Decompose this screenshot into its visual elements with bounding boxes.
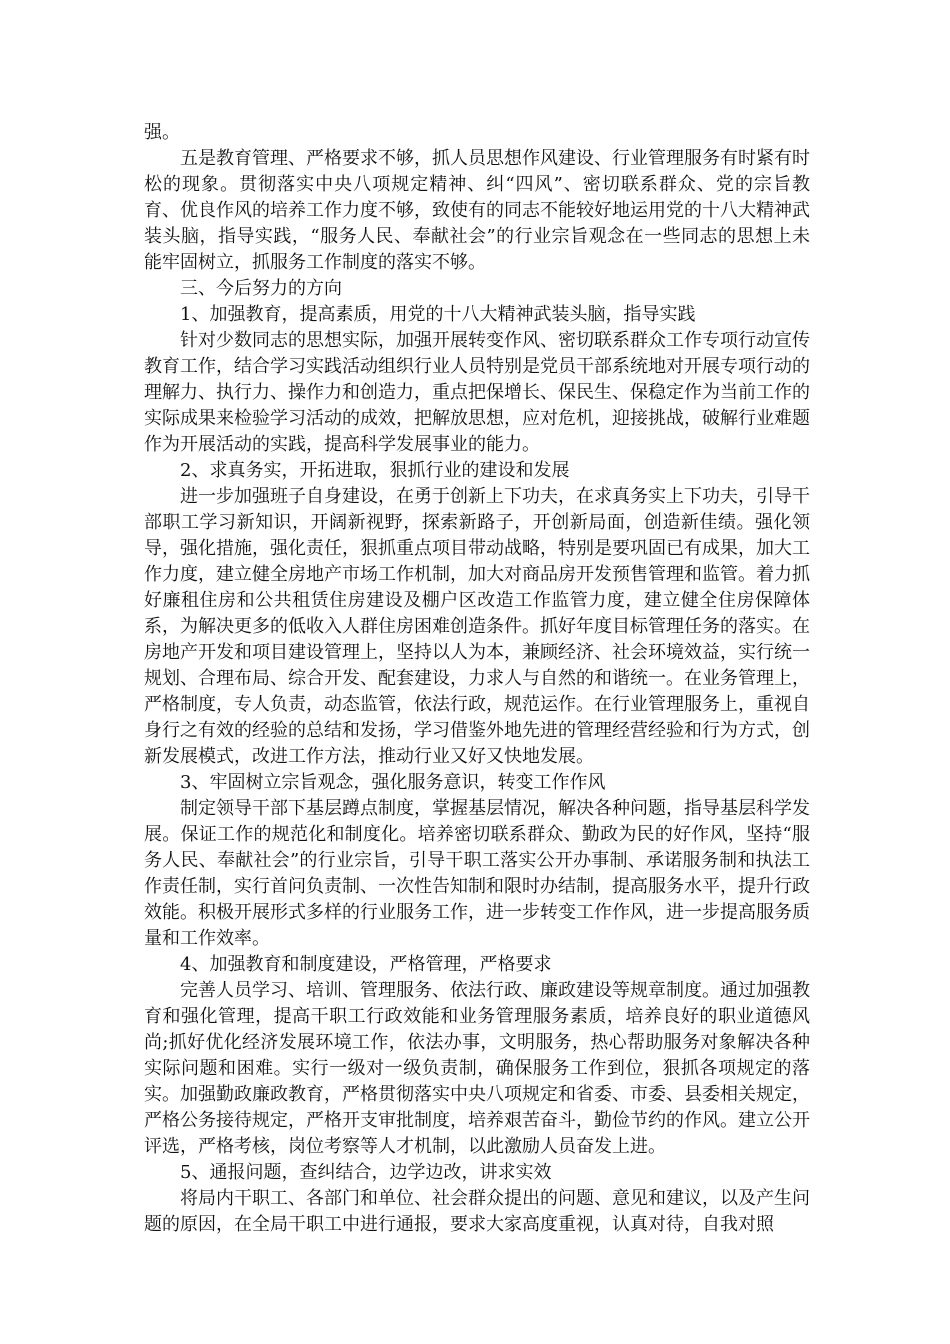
subsection-heading: 1、加强教育，提高素质，用党的十八大精神武装头脑，指导实践 — [180, 304, 696, 325]
paragraph: 强。 — [144, 122, 180, 143]
subsection-heading: 3、牢固树立宗旨观念，强化服务意识，转变工作作风 — [180, 772, 606, 793]
paragraph: 制定领导干部下基层蹲点制度，掌握基层情况，解决各种问题，指导基层科学发展。保证工作的规范化和制度化。培养密切联系群众、勤政为民的好作风，坚持“服务人民、奉献社会”的行业宗旨，引导干职工落实公开办事制、承诺服务制和执法工作责任制，实行首问负责制、一次性告知制和限时办结制，提高服务水平，提升行政效能。积极开展形式多样的行业服务工作，进一步转变工作作风，进一步提高服务质量和工作效率。 — [144, 798, 810, 949]
paragraph: 进一步加强班子自身建设，在勇于创新上下功夫，在求真务实上下功夫，引导干部职工学习新知识，开阔新视野，探索新路子，开创新局面，创造新佳绩。强化领导，强化措施，强化责任，狠抓重点项目带动战略，特别是要巩固已有成果，加大工作力度，建立健全房地产市场工作机制，加大对商品房开发预售管理和监管。着力抓好廉租住房和公共租赁住房建设及棚户区改造工作监管力度，建立健全住房保障体系，为解决更多的低收入人群住房困难创造条件。抓好年度目标管理任务的落实。在房地产开发和项目建设管理上，坚持以人为本，兼顾经济、社会环境效益，实行统一规划、合理布局、综合开发、配套建设，力求人与自然的和谐统一。在业务管理上，严格制度，专人负责，动态监管，依法行政，规范运作。在行业管理服务上，重视自身行之有效的经验的总结和发扬，学习借鉴外地先进的管理经营经验和行为方式，创新发展模式，改进工作方法，推动行业又好又快地发展。 — [144, 486, 810, 767]
paragraph: 五是教育管理、严格要求不够，抓人员思想作风建设、行业管理服务有时紧有时松的现象。贯彻落实中央八项规定精神、纠“四风”、密切联系群众、党的宗旨教育、优良作风的培养工作力度不够，致使有的同志不能较好地运用党的十八大精神武装头脑，指导实践，“服务人民、奉献社会”的行业宗旨观念在一些同志的思想上未能牢固树立，抓服务工作制度的落实不够。 — [144, 148, 810, 273]
subsection-heading: 4、加强教育和制度建设，严格管理，严格要求 — [180, 954, 552, 975]
paragraph: 完善人员学习、培训、管理服务、依法行政、廉政建设等规章制度。通过加强教育和强化管理，提高干职工行政效能和业务管理服务素质，培养良好的职业道德风尚;抓好优化经济发展环境工作，依法办事，文明服务，热心帮助服务对象解决各种实际问题和困难。实行一级对一级负责制，确保服务工作到位，狠抓各项规定的落实。加强勤政廉政教育，严格贯彻落实中央八项规定和省委、市委、县委相关规定，严格公务接待规定，严格开支审批制度，培养艰苦奋斗，勤俭节约的作风。建立公开评选，严格考核，岗位考察等人才机制，以此激励人员奋发上进。 — [144, 980, 810, 1157]
subsection-heading: 5、通报问题，查纠结合，边学边改，讲求实效 — [180, 1162, 552, 1183]
document-body — [144, 120, 810, 1238]
subsection-heading: 2、求真务实，开拓进取，狠抓行业的建设和发展 — [180, 460, 570, 481]
paragraph: 将局内干职工、各部门和单位、社会群众提出的问题、意见和建议，以及产生问题的原因，在全局干职工中进行通报，要求大家高度重视，认真对待，自我对照 — [144, 1188, 810, 1235]
paragraph: 针对少数同志的思想实际，加强开展转变作风、密切联系群众工作专项行动宣传教育工作，结合学习实践活动组织行业人员特别是党员干部系统地对开展专项行动的理解力、执行力、操作力和创造力，重点把保增长、保民生、保稳定作为当前工作的实际成果来检验学习活动的成效，把解放思想，应对危机，迎接挑战，破解行业难题作为开展活动的实践，提高科学发展事业的能力。 — [144, 330, 810, 455]
section-heading: 三、今后努力的方向 — [180, 278, 342, 299]
